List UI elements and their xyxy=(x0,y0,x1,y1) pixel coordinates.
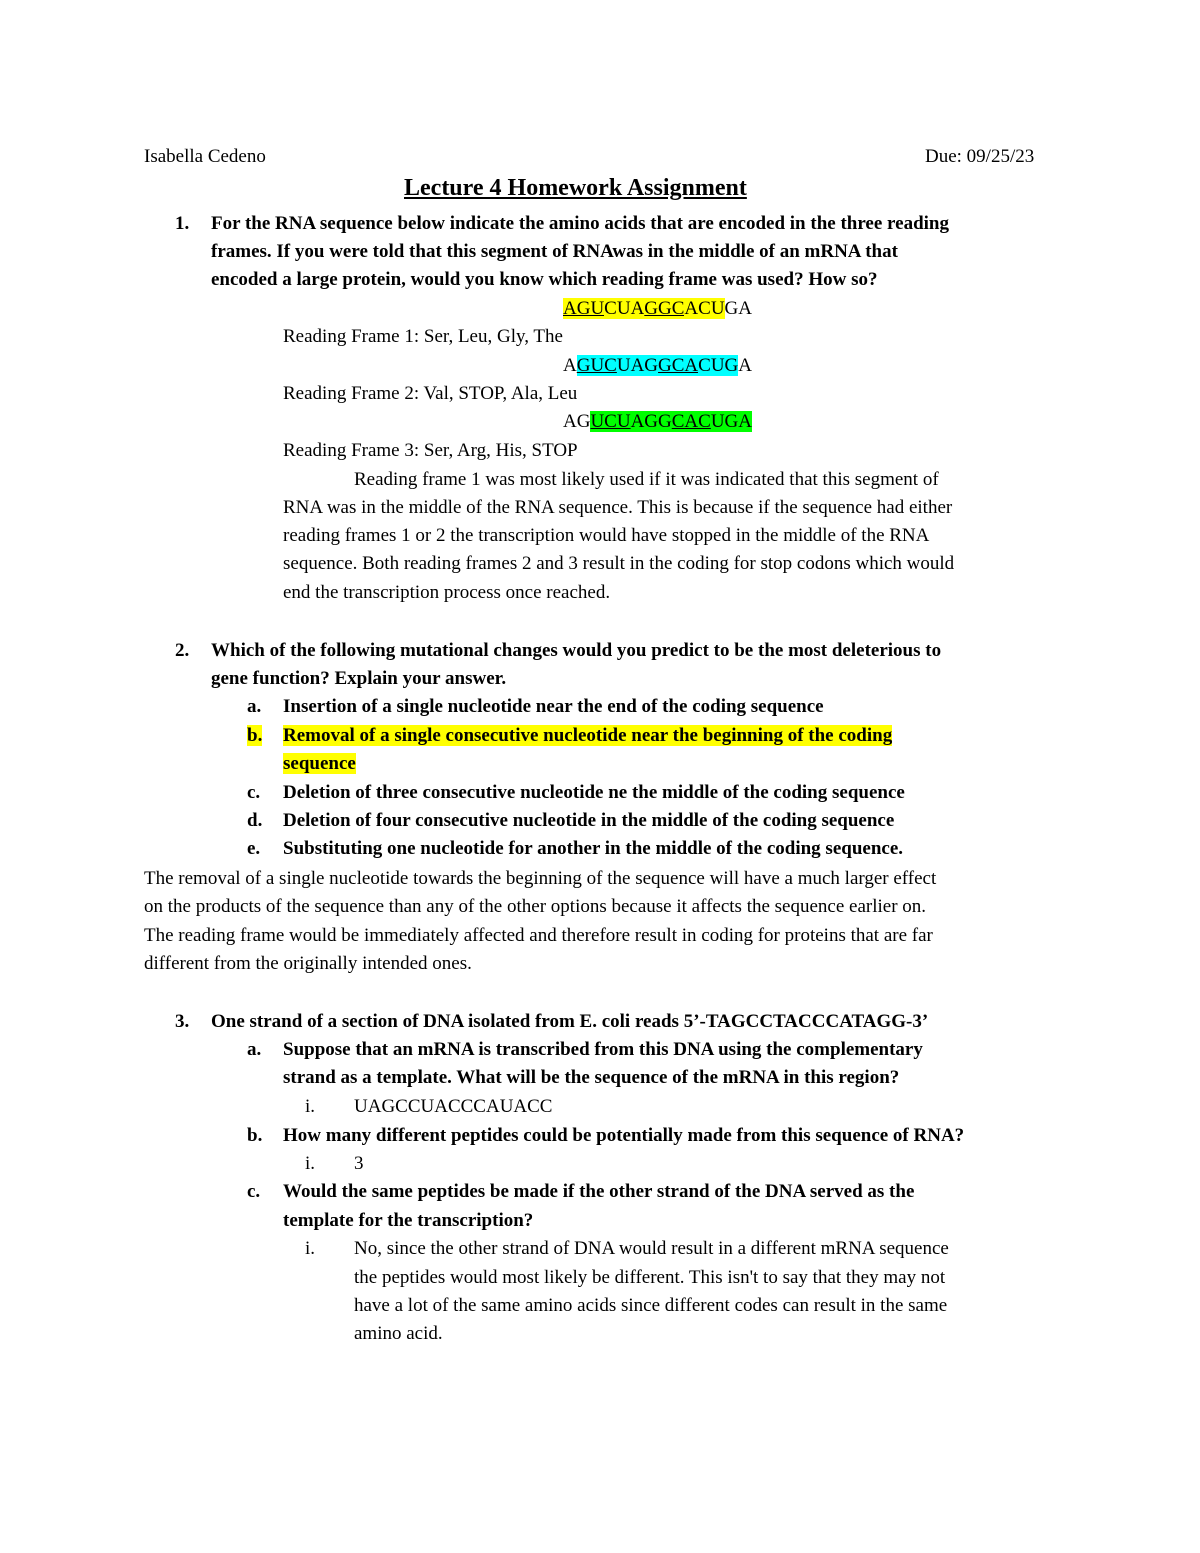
rna-sequence-frame-3 xyxy=(563,408,752,436)
codon-segment: GGC xyxy=(644,298,685,319)
codon-segment: A xyxy=(563,355,577,376)
due-date: Due: 09/25/23 xyxy=(925,146,1035,167)
q2-option-letter xyxy=(247,722,262,750)
codon-segment: GA xyxy=(724,298,752,319)
q2-option-letter: e. xyxy=(247,838,261,859)
q1-prompt-line: For the RNA sequence below indicate the amino acids that are encoded in the three reading xyxy=(211,213,949,234)
rna-sequence-frame-1 xyxy=(563,295,752,323)
q1-answer-line: reading frames 1 or 2 the transcription would have stopped in the middle of the RNA xyxy=(283,525,930,546)
q1-prompt-line: encoded a large protein, would you know which reading frame was used? How so? xyxy=(211,269,878,290)
q2-prompt-line: Which of the following mutational changes would you predict to be the most deleterious to xyxy=(211,640,942,661)
q3-part-a-line: Suppose that an mRNA is transcribed from this DNA using the complementary xyxy=(283,1039,923,1060)
q2-option-d: Deletion of four consecutive nucleotide in the middle of the coding sequence xyxy=(283,810,895,831)
q2-option-letter-text: b. xyxy=(247,725,263,746)
q2-option-b-line: Removal of a single consecutive nucleotide near the beginning of the coding xyxy=(283,725,893,746)
reading-frame-3-label: Reading Frame 3: Ser, Arg, His, STOP xyxy=(283,440,578,461)
q3-part-c-answer: have a lot of the same amino acids since different codes can result in the same xyxy=(354,1295,948,1316)
codon-segment: ACU xyxy=(684,298,725,319)
codon-segment: CUA xyxy=(604,298,645,319)
q1-answer-line: Reading frame 1 was most likely used if it was indicated that this segment of xyxy=(354,469,939,490)
q1-prompt-line: frames. If you were told that this segment of RNAwas in the middle of an mRNA that xyxy=(211,241,898,262)
codon-segment: AG xyxy=(563,411,591,432)
q3-part-a-answer: UAGCCUACCCAUACC xyxy=(354,1096,553,1117)
q2-option-a: Insertion of a single nucleotide near the end of the coding sequence xyxy=(283,696,824,717)
reading-frame-1-label: Reading Frame 1: Ser, Leu, Gly, The xyxy=(283,326,563,347)
codon-segment: CAC xyxy=(671,411,711,432)
q3-answer-marker: i. xyxy=(305,1096,316,1117)
q3-part-c-answer: amino acid. xyxy=(354,1323,443,1344)
q3-answer-marker: i. xyxy=(305,1238,316,1259)
q3-answer-marker: i. xyxy=(305,1153,316,1174)
q2-option-b xyxy=(283,722,892,750)
q2-option-b-line: sequence xyxy=(283,753,356,774)
q2-option-letter: c. xyxy=(247,782,261,803)
codon-segment: CUG xyxy=(698,355,739,376)
q3-part-c-answer: No, since the other strand of DNA would result in a different mRNA sequence xyxy=(354,1238,949,1259)
q2-prompt-line: gene function? Explain your answer. xyxy=(211,668,507,689)
codon-segment: AGG xyxy=(630,411,672,432)
q3-part-c-line: Would the same peptides be made if the other strand of the DNA served as the xyxy=(283,1181,915,1202)
q2-option-letter: d. xyxy=(247,810,263,831)
q2-option-e: Substituting one nucleotide for another in the middle of the coding sequence. xyxy=(283,838,904,859)
codon-segment: A xyxy=(738,355,753,376)
q3-part-c-answer: the peptides would most likely be different. This isn't to say that they may not xyxy=(354,1267,946,1288)
q2-answer-line: The removal of a single nucleotide towards the beginning of the sequence will have a much larger effect xyxy=(144,868,937,889)
author-name: Isabella Cedeno xyxy=(144,146,266,167)
reading-frame-2-label: Reading Frame 2: Val, STOP, Ala, Leu xyxy=(283,383,578,404)
q1-answer-line: end the transcription process once reached. xyxy=(283,582,611,603)
codon-segment: UGA xyxy=(710,411,752,432)
codon-segment: UCU xyxy=(590,411,631,432)
q2-option-b-cont xyxy=(283,750,356,778)
q3-part-letter: c. xyxy=(247,1181,261,1202)
q2-option-letter: a. xyxy=(247,696,262,717)
codon-segment: GCA xyxy=(658,355,699,376)
q2-number: 2. xyxy=(175,640,190,661)
q3-part-b-answer: 3 xyxy=(354,1153,364,1174)
q3-part-c-line: template for the transcription? xyxy=(283,1210,534,1231)
q2-answer-line: on the products of the sequence than any of the other options because it affects the sequence earlier on. xyxy=(144,896,927,917)
q3-part-a-line: strand as a template. What will be the sequence of the mRNA in this region? xyxy=(283,1067,900,1088)
codon-segment: AGU xyxy=(563,298,605,319)
q1-answer-line: RNA was in the middle of the RNA sequence. This is because if the sequence had either xyxy=(283,497,953,518)
q3-part-letter: a. xyxy=(247,1039,262,1060)
q1-number: 1. xyxy=(175,213,190,234)
codon-segment: GUC xyxy=(576,355,617,376)
q1-answer-line: sequence. Both reading frames 2 and 3 result in the coding for stop codons which would xyxy=(283,553,955,574)
q3-part-b-line: How many different peptides could be potentially made from this sequence of RNA? xyxy=(283,1125,965,1146)
q3-prompt: One strand of a section of DNA isolated from E. coli reads 5’-TAGCCTACCCATAGG-3’ xyxy=(211,1011,929,1032)
page-title: Lecture 4 Homework Assignment xyxy=(404,175,747,201)
q2-answer-line: different from the originally intended ones. xyxy=(144,953,472,974)
q2-option-c: Deletion of three consecutive nucleotide ne the middle of the coding sequence xyxy=(283,782,905,803)
q3-part-letter: b. xyxy=(247,1125,263,1146)
codon-segment: UAG xyxy=(616,355,659,376)
q2-answer-line: The reading frame would be immediately affected and therefore result in coding for proteins that are far xyxy=(144,925,933,946)
rna-sequence-frame-2 xyxy=(563,352,752,380)
q3-number: 3. xyxy=(175,1011,190,1032)
